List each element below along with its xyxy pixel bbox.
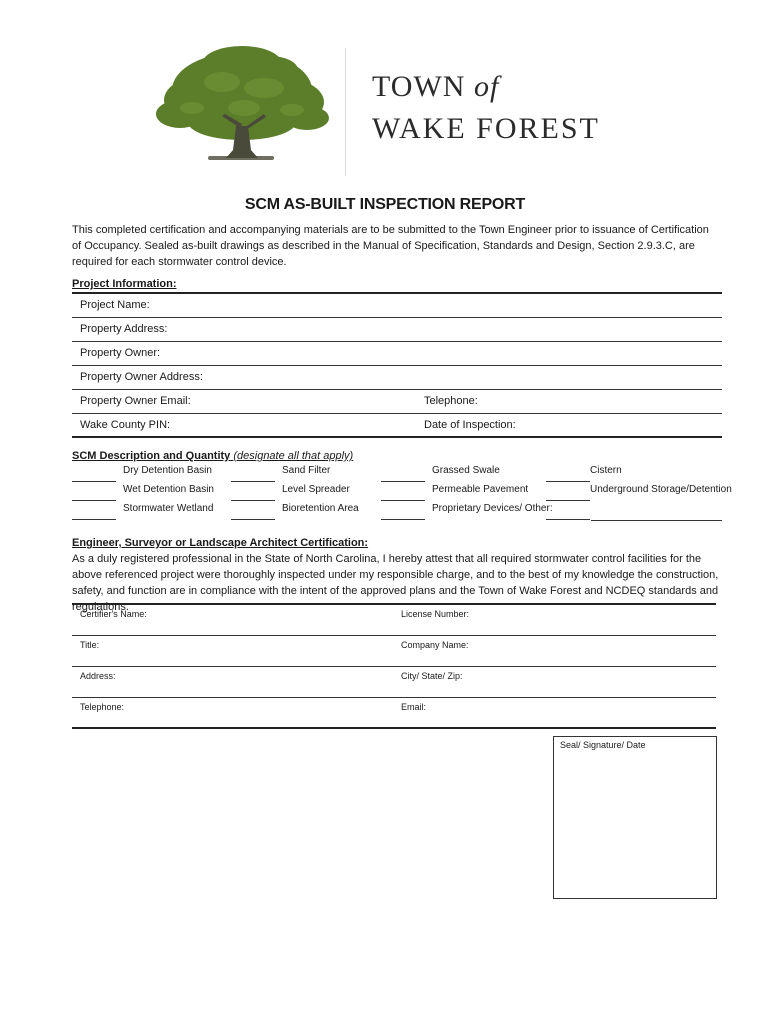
certifier-license-row[interactable] (72, 605, 716, 636)
project-name-label: Project Name: (80, 299, 150, 311)
cistern-blank[interactable] (546, 481, 590, 482)
scm-description-heading (72, 450, 353, 462)
logo-town-text: TOWN (372, 70, 466, 103)
project-information-heading: Project Information: (72, 278, 177, 290)
telephone-email-row[interactable] (72, 698, 716, 729)
proprietary-devices-blank[interactable] (381, 519, 425, 520)
license-number-label: License Number: (401, 609, 470, 619)
scm-heading-text: SCM Description and Quantity (72, 450, 231, 462)
address-label: Address: (80, 671, 116, 681)
certification-statement: As a duly registered professional in the State of North Carolina, I hereby attest that all required stormwater control facilities for the above referenced project were thoroughly inspected under my responsible charge, and to the best of my knowledge the construction, safety, and function are in compliance with the intent of the approved plans and the Town of Wake Forest and NCDEQ standards and regulations. (72, 553, 719, 613)
sand-filter-option: Sand Filter (282, 465, 331, 476)
property-owner-label: Property Owner: (80, 347, 161, 359)
city-state-zip-label: City/ State/ Zip: (401, 671, 463, 681)
intro-paragraph: This completed certification and accompanying materials are to be submitted to the Town Engineer prior to issuance of Certification of Occupancy. Sealed as-built drawings as described in the Manual of Specification, Standards and Design, Section 2.9.3.C, are required for each stormwater control device. (72, 224, 709, 268)
permeable-pavement-option: Permeable Pavement (432, 484, 529, 495)
scm-heading-note: (designate all that apply) (233, 450, 354, 462)
permeable-pavement-blank[interactable] (381, 500, 425, 501)
property-owner-email-label: Property Owner Email: (80, 395, 191, 407)
certification-heading: Engineer, Surveyor or Landscape Architect Certification: (72, 537, 369, 549)
logo-town-of (372, 70, 499, 104)
underground-storage-option: Underground Storage/Detention (590, 484, 732, 495)
telephone-label: Telephone: (424, 395, 478, 407)
other-blank-short[interactable] (546, 519, 590, 520)
wet-detention-basin-option: Wet Detention Basin (123, 484, 214, 495)
date-of-inspection-label: Date of Inspection: (424, 419, 516, 431)
certification-table (72, 603, 716, 729)
page-title: SCM AS-BUILT INSPECTION REPORT (244, 196, 526, 213)
certifiers-name-label: Certifier's Name: (80, 609, 147, 619)
sand-filter-blank[interactable] (231, 481, 275, 482)
logo-divider (345, 48, 346, 176)
cert-telephone-label: Telephone: (80, 702, 125, 712)
stormwater-wetland-blank[interactable] (72, 519, 116, 520)
seal-signature-date-label: Seal/ Signature/ Date (560, 740, 646, 750)
project-name-row[interactable] (72, 294, 722, 318)
title-label: Title: (80, 640, 100, 650)
dry-detention-basin-option: Dry Detention Basin (123, 465, 212, 476)
pin-date-row[interactable] (72, 414, 722, 438)
property-address-row[interactable] (72, 318, 722, 342)
wet-detention-blank[interactable] (72, 500, 116, 501)
company-name-label: Company Name: (401, 640, 469, 650)
level-spreader-blank[interactable] (231, 500, 275, 501)
proprietary-devices-option: Proprietary Devices/ Other: (432, 503, 553, 514)
level-spreader-option: Level Spreader (282, 484, 350, 495)
grassed-swale-blank[interactable] (381, 481, 425, 482)
stormwater-wetland-option: Stormwater Wetland (123, 503, 214, 514)
bioretention-blank[interactable] (231, 519, 275, 520)
email-telephone-row[interactable] (72, 390, 722, 414)
dry-detention-blank[interactable] (72, 481, 116, 482)
wake-county-pin-label: Wake County PIN: (80, 419, 171, 431)
property-owner-row[interactable] (72, 342, 722, 366)
other-description-line[interactable] (591, 520, 722, 521)
property-owner-address-row[interactable] (72, 366, 722, 390)
oak-tree-icon (152, 42, 330, 172)
seal-signature-box[interactable] (553, 736, 717, 899)
project-information-table (72, 292, 722, 438)
logo-of-text: of (473, 70, 500, 103)
title-company-row[interactable] (72, 636, 716, 667)
grassed-swale-option: Grassed Swale (432, 465, 500, 476)
property-address-label: Property Address: (80, 323, 168, 335)
property-owner-address-label: Property Owner Address: (80, 371, 203, 383)
tree-canopy (156, 46, 329, 140)
underground-storage-blank[interactable] (546, 500, 590, 501)
email-label: Email: (401, 702, 427, 712)
cistern-option: Cistern (590, 465, 622, 476)
address-city-row[interactable] (72, 667, 716, 698)
logo-wake-forest: WAKE FOREST (372, 112, 600, 145)
bioretention-area-option: Bioretention Area (282, 503, 359, 514)
